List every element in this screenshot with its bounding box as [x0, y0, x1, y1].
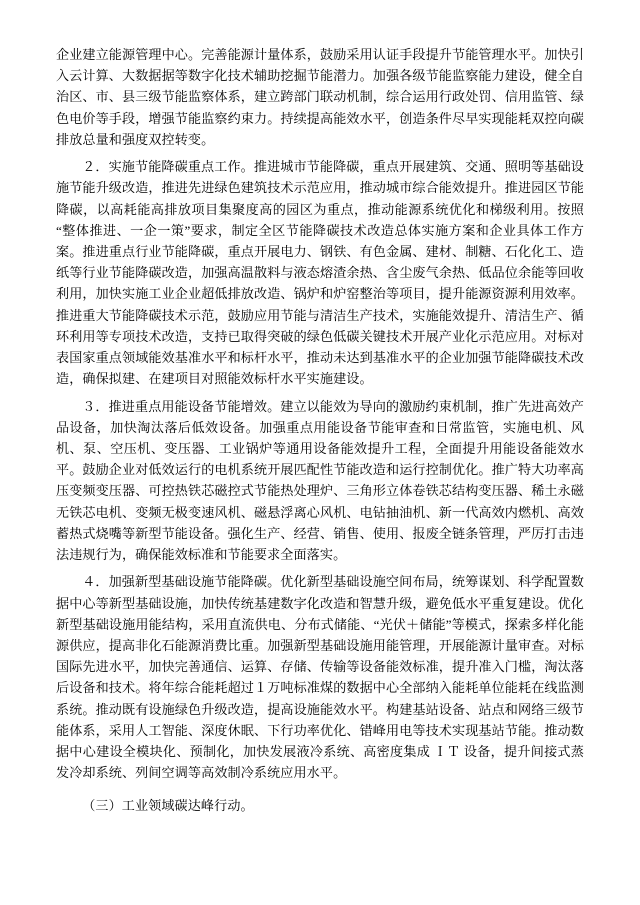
paragraph-item-3-key-equipment: ３．推进重点用能设备节能增效。建立以能效为导向的激励约束机制，推广先进高效产品设备，加快淘汰落后低效设备。加强重点用能设备节能审查和日常监管，实施电机、风机、泵、空压机、变压器、工业锅炉等通用设备能效提升工程，全面提升用能设备能效水平。鼓励企业对低效运行的电机系统开展匹配性节能改造和运行控制优化。推广特大功率高压变频变压器、可控热铁芯磁控式节能热处理炉、三角形立体卷铁芯结构变压器、稀土永磁无铁芯电机、变频无极变速风机、磁悬浮离心风机、电钻抽油机、新一代高效内燃机、高效蓄热式烧嘴等新型节能设备。强化生产、经营、销售、使用、报废全链条管理，严厉打击违法违规行为，确保能效标准和节能要求全面落实。	[56, 398, 584, 562]
paragraph-item-2-key-work: ２．实施节能降碳重点工作。推进城市节能降碳，重点开展建筑、交通、照明等基础设施节能升级改造，推进先进绿色建筑技术示范应用，推动城市综合能效提升。推进园区节能降碳，以高耗能高排放项目集聚度高的园区为重点，推动能源系统优化和梯级利用。按照“整体推进、一企一策”要求，制定全区节能降碳技术改造总体实施方案和企业具体工作方案。推进重点行业节能降碳，重点开展电力、钢铁、有色金属、建材、制糖、石化化工、造纸等行业节能降碳改造，加强高温散料与液态熔渣余热、含尘废气余热、低品位余能等回收利用，加快实施工业企业超低排放改造、锅炉和炉窑整治等项目，提升能源资源利用效率。推进重大节能降碳技术示范，鼓励应用节能与清洁生产技术，实施能效提升、清洁生产、循环利用等专项技术改造，支持已取得突破的绿色低碳关键技术开展产业化示范应用。对标对表国家重点领域能效基准水平和标杆水平，推动未达到基准水平的企业加强节能降碳技术改造，确保拟建、在建项目对照能效标杆水平实施建设。	[56, 159, 584, 387]
document-body	[56, 44, 584, 817]
paragraph-energy-management-center: 企业建立能源管理中心。完善能源计量体系，鼓励采用认证手段提升节能管理水平。加快引入云计算、大数据据等数字化技术辅助挖掘节能潜力。加强各级节能监察能力建设，健全自治区、市、县三级节能监察体系，建立跨部门联动机制，综合运用行政处罚、信用监管、绿色电价等手段，增强节能监察约束力。持续提高能效水平，创造条件尽早实现能耗双控向碳排放总量和强度双控转变。	[56, 47, 584, 147]
paragraph-spacer	[56, 784, 584, 790]
paragraph-item-4-new-infrastructure: ４．加强新型基础设施节能降碳。优化新型基础设施空间布局，统筹谋划、科学配置数据中心等新型基础设施，加快传统基建数字化改造和智慧升级，避免低水平重复建设。优化新型基础设施用能结构，采用直流供电、分布式储能、“光伏＋储能”等模式，探索多样化能源供应，提高非化石能源消费比重。加强新型基础设施用能管理，开展能源计量审查。对标国际先进水平，加快完善通信、运算、存储、传输等设备能效标准，提升准入门槛，淘汰落后设备和技术。将年综合能耗超过１万吨标准煤的数据中心全部纳入能耗单位能耗在线监测系统。推动既有设施绿色升级改造，提高设施能效水平。构建基站设备、站点和网络三级节能体系，采用人工智能、深度休眠、下行功率优化、错峰用电等技术实现基站节能。推动数据中心建设全模块化、预制化，加快发展液冷系统、高密度集成 ＩＴ 设备，提升间接式蒸发冷却系统、列间空调等高效制冷系统应用水平。	[56, 574, 584, 781]
paragraph-section-heading-industry-carbon-peak: （三）工业领域碳达峰行动。	[82, 798, 254, 814]
